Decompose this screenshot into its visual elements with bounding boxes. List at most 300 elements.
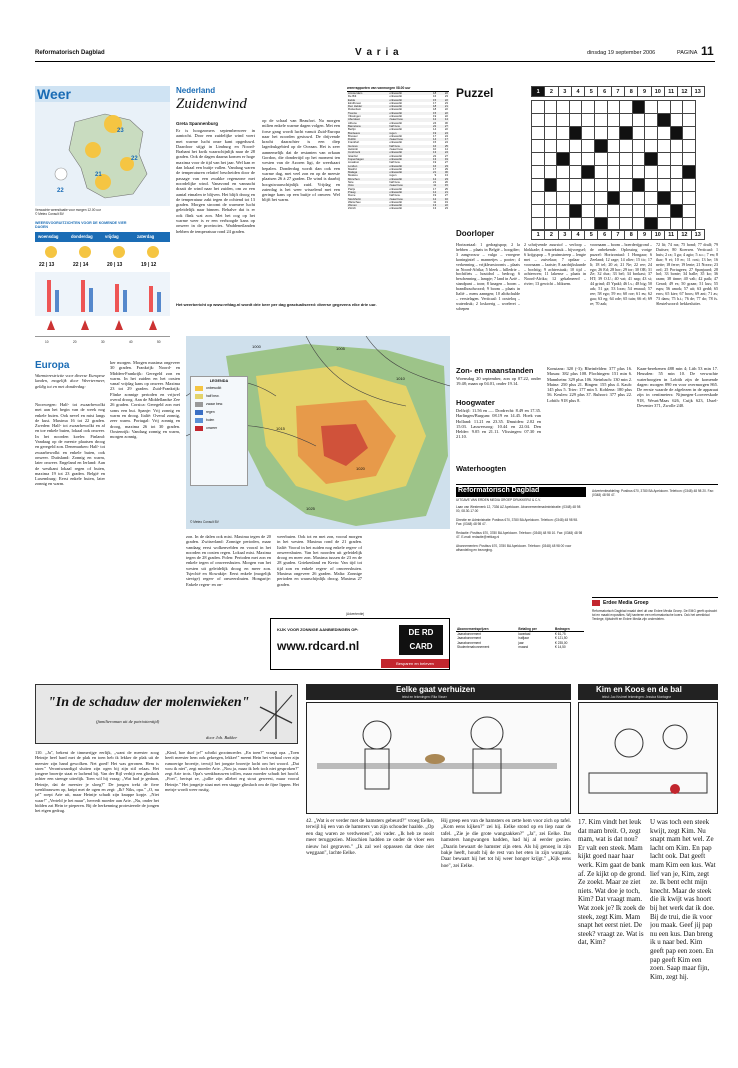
- puzzle-cell[interactable]: [594, 205, 607, 218]
- weather-report-cell: 14: [444, 147, 448, 152]
- kim-header: [578, 684, 718, 700]
- rates-cell: Bedragen: [554, 627, 584, 632]
- puzzle-cell[interactable]: [683, 166, 696, 179]
- legend-title: LEGENDA: [209, 379, 229, 383]
- weather-report-cell: onbewolkt: [389, 114, 402, 119]
- legend-item: [195, 410, 243, 415]
- weather-report-cell: 12: [433, 176, 437, 181]
- puzzle-cell[interactable]: [645, 114, 658, 127]
- puzzle-cell[interactable]: [532, 114, 545, 127]
- puzzle-cell[interactable]: [632, 101, 645, 114]
- puzzle-cell[interactable]: [594, 140, 607, 153]
- erdee-text: Reformatorisch Dagblad maakt deel uit van Erdee Media Groep. De EMG geeft opdracht tot en maakt exposities. Wij hanteren een reformatorische koers. Ook het weekblad Terdege, tijdschrift en Erdee Media zijn onderdelen.: [592, 609, 718, 621]
- weather-report-cell: 16: [433, 163, 437, 168]
- weather-report-cell: Berlijn: [348, 127, 356, 132]
- weather-report-cell: 14: [433, 127, 437, 132]
- puzzle-cell[interactable]: [557, 179, 570, 192]
- weather-report-cell: 15: [444, 183, 448, 188]
- puzzle-cell[interactable]: [632, 114, 645, 127]
- weather-report-cell: onbewolkt: [389, 199, 402, 204]
- weather-report-cell: 25: [444, 143, 448, 148]
- legend-item: [195, 394, 243, 399]
- rates-cell: Studentenabonnement: [457, 644, 490, 649]
- puzzle-cell[interactable]: [620, 114, 633, 127]
- nederland-kicker: Nederland: [176, 86, 216, 95]
- puzzle-cell[interactable]: [594, 192, 607, 205]
- puzzle-cell[interactable]: [569, 127, 582, 140]
- puzzle-number-cell: 11: [664, 230, 677, 240]
- puzzle-cell[interactable]: [657, 166, 670, 179]
- europe-col1: Noorwegen: Half- tot zwaarbewolkt met aan het begin van de week nog enkele buien. Ook nevel en mist langs de kust. Maxima 16 tot 22 graden. Zweden: Half- tot zwaarbewolkt en af en toe enkele buien, lokaal ook onweer. In het noorden koeler. Finland: Vandaag op de meeste plaatsen droog en geregeld zon. Denemarken: Half- tot zwaarbewolkt en enkele buien, ook onweer. Duitsland: Zonnig en warm, later onweer. Engeland en Ierland: Aan de westkant lokaal regen of buien, maxima 19 tot 23 graden. België en Luxemburg: Eerst enkele buien, later zonnig en warm.: [35, 402, 105, 487]
- puzzle-cell[interactable]: [569, 114, 582, 127]
- weather-report-cell: half bew.: [389, 180, 401, 185]
- weather-report-cell: 15: [433, 110, 437, 115]
- weather-report-cell: 11: [433, 183, 437, 188]
- puzzle-cell[interactable]: [645, 166, 658, 179]
- weather-report-cell: zwaar bew.: [389, 196, 404, 201]
- legend-swatch-icon: [195, 410, 203, 415]
- puzzle-cell[interactable]: [620, 192, 633, 205]
- sun-icon: [85, 142, 101, 158]
- puzzle-cell[interactable]: [632, 179, 645, 192]
- puzzle-cell[interactable]: [544, 127, 557, 140]
- scale-5: 50: [157, 340, 161, 344]
- puzzle-cell[interactable]: [645, 205, 658, 218]
- puzzle-cell[interactable]: [532, 140, 545, 153]
- forecast-days: [35, 232, 170, 242]
- europe-col3: zon. In de dalen ook mist. Maxima tegen de 20 graden. Zwitserland: Zonnige perioden, maar vandaag eerst wolkenvelden en vooral in het noorden en oosten regen. Lokaal mist. Maxima tegen de 28 graden. Polen: Perioden met zon en enkele tegen of onweersbuien. Morgen van het westen uit geleidelijk droog en meer zon. Tsjechië en Slowakije: Eerst enkele (mogelijk stevige) regen- of onweersbuien. Hongarije: Enkele regen- en on-: [186, 534, 271, 587]
- weather-report-cell: onbewolkt: [389, 127, 402, 132]
- puzzle-cell[interactable]: [532, 127, 545, 140]
- pressure-5: 1020: [356, 466, 365, 471]
- puzzle-number-cell: 13: [691, 230, 704, 240]
- weather-report-cell: Zürich: [348, 206, 356, 211]
- weather-report-cell: Twente: [348, 110, 358, 115]
- puzzle-number-cell: 12: [678, 230, 691, 240]
- puzzle-cell[interactable]: [632, 127, 645, 140]
- weather-report-cell: onbewolkt: [389, 120, 402, 125]
- map-temp-1: 23: [117, 128, 124, 134]
- weather-report-cell: Aberdeen: [348, 117, 361, 122]
- weather-report-cell: onbewolkt: [389, 153, 402, 158]
- sun-icon: [113, 246, 125, 258]
- weather-report-cell: 21: [433, 180, 437, 185]
- weather-title: Weer: [37, 86, 71, 102]
- eelke-author: tekst en tekeningen: Rita Visser: [402, 695, 447, 699]
- puzzle-cell[interactable]: [532, 205, 545, 218]
- eelke-header: [306, 684, 571, 700]
- weather-report-cell: Londen: [348, 163, 358, 168]
- eelke-illustration: [306, 702, 571, 814]
- rates-cell: Betaling per: [517, 627, 554, 632]
- weather-report-cell: onbewolkt: [389, 107, 402, 112]
- puzzle-cell[interactable]: [645, 179, 658, 192]
- weather-report-cell: 16: [433, 143, 437, 148]
- puzzle-cell[interactable]: [607, 140, 620, 153]
- puzzle-cell[interactable]: [683, 101, 696, 114]
- puzzle-cell[interactable]: [544, 153, 557, 166]
- puzzle-cell[interactable]: [683, 179, 696, 192]
- puzzle-cell[interactable]: [569, 140, 582, 153]
- puzzle-cell[interactable]: [620, 166, 633, 179]
- weather-report-cell: 19: [433, 114, 437, 119]
- puzzle-cell[interactable]: [557, 166, 570, 179]
- puzzle-cell[interactable]: [594, 153, 607, 166]
- puzzle-cell[interactable]: [544, 101, 557, 114]
- map-temp-2: 22: [131, 156, 138, 162]
- puzzle-cell[interactable]: [582, 179, 595, 192]
- europe-col2: ker morgen. Morgen maxima ongeveer 30 graden. Frankrijk: Noord- en Midden-Frankrijk: Geregeld zon en warm. In het zuiden en het oosten vanaf vrijdag kans op onweer. Maxima 23 tot 29 graden. Zuid-Frankrijk: Flinke zonnige perioden en vrijwel overal droog. Aan de Middellandse Zee 26 graden. Corsica: Geregeld zon met soms een bui. Spanje: Vrij zonnig en warm en droog. Italië: Overal zonnig, zeer warm. Portugal: Vrij zonnig en droog, maxima 26 tot 30 graden. Oostenrijk: Vandaag zonnig en warm, morgen zonnig.: [110, 360, 180, 440]
- weather-report-cell: 22: [433, 123, 437, 128]
- puzzle-cell[interactable]: [582, 127, 595, 140]
- puzzle-cell[interactable]: [607, 205, 620, 218]
- weather-report-cell: 14: [444, 117, 448, 122]
- weather-report-cell: 30: [444, 120, 448, 125]
- weather-report-cell: onbewolkt: [389, 110, 402, 115]
- weather-report-cell: Parijs: [348, 186, 355, 191]
- puzzle-cell[interactable]: [620, 127, 633, 140]
- weather-map-credit: © Meteo Consult BV: [35, 212, 64, 216]
- weather-report-cell: 22: [444, 91, 448, 95]
- puzzle-cell[interactable]: [632, 153, 645, 166]
- puzzle-cell[interactable]: [645, 127, 658, 140]
- weather-report-cell: Kopenhagen: [348, 156, 364, 161]
- puzzle-cell[interactable]: [670, 179, 683, 192]
- cloud-icon: [55, 168, 67, 180]
- puzzle-number-cell: 10: [651, 87, 664, 97]
- puzzle-cell[interactable]: [569, 153, 582, 166]
- puzzle-cell[interactable]: [683, 205, 696, 218]
- forecast-temps: [35, 262, 170, 270]
- weather-report-cell: Eindhoven: [348, 100, 362, 105]
- puzzle-cell[interactable]: [532, 192, 545, 205]
- weather-report-cell: 23: [444, 94, 448, 99]
- puzzle-cell[interactable]: [670, 153, 683, 166]
- weather-report-cell: regen: [389, 130, 397, 135]
- weather-report-cell: Lissabon: [348, 160, 360, 165]
- europe-map-credit: © Meteo Consult BV: [190, 520, 219, 524]
- weather-report-cell: Rome: [348, 193, 356, 198]
- puzzle-number-cell: 8: [625, 230, 638, 240]
- puzzle-cell[interactable]: [632, 140, 645, 153]
- puzzle-cell[interactable]: [607, 114, 620, 127]
- rates-row: [456, 636, 584, 640]
- puzzle-cell[interactable]: [607, 153, 620, 166]
- weather-report-cell: 19: [444, 199, 448, 204]
- legend-label: onbewolkt: [206, 386, 222, 390]
- puzzle-cell[interactable]: [532, 166, 545, 179]
- puzzle-cell[interactable]: [582, 153, 595, 166]
- puzzle-cell[interactable]: [594, 114, 607, 127]
- colofon-block: Laan van Westenenk 12, 7336 AZ Apeldoorn. Abonnementenadministratie: (0348) 48 98 00, 08.30-17.00: [456, 505, 581, 513]
- weather-report-cell: 12: [433, 117, 437, 122]
- day-3: vrijdag: [105, 234, 119, 239]
- weather-report-cell: 24: [433, 120, 437, 125]
- weather-report-cell: Oslo: [348, 183, 354, 188]
- puzzle-cell[interactable]: [657, 192, 670, 205]
- puzzle-cell[interactable]: [657, 179, 670, 192]
- puzzle-cell[interactable]: [557, 153, 570, 166]
- puzzle-cell[interactable]: [594, 166, 607, 179]
- puzzle-cell[interactable]: [594, 101, 607, 114]
- weather-report-cell: 11: [433, 199, 437, 204]
- weather-report-cell: 15: [433, 140, 437, 145]
- hamster-icon: [425, 754, 445, 764]
- puzzle-cell[interactable]: [645, 153, 658, 166]
- scale-3: 30: [101, 340, 105, 344]
- ad-label: (Advertentie): [346, 612, 365, 616]
- puzzle-clues-1: Horizontaal: 1 gedragtspop; 2 la hebben ... plaats in België – hoogdier; 3 zangvrouw – vulgo – vroegere koningintel – mannetjes – pooier; 4 verkenning – vrijkleurstoornis – plaats in Noord-Afrika; 5 bleek – hilledrie – bochtfiets – houtdrol – bedrog; 6 beschenning – lampje; 7 land in Azië – standpunt – toon; 8 knagen – boom – brandhoudwoord; 9 boom – plaats in Italië – mens aanngen; 10 altdschulde – verstelagen. Verticaal: 1 oosteloq – waterdruk; 2 loskoerig – woelerei – schepen: [456, 243, 520, 311]
- puzzle-cell[interactable]: [557, 114, 570, 127]
- wind-arrow-icon: [81, 320, 89, 330]
- weather-report-cell: 21: [433, 170, 437, 175]
- puzzle-cell[interactable]: [657, 114, 670, 127]
- puzzle-cell[interactable]: [569, 205, 582, 218]
- puzzle-cell[interactable]: [569, 166, 582, 179]
- europe-map: [186, 336, 450, 529]
- colofon-block: Redactie: Postbus 670, 3780 BA Apeldoorn. Telefoon: (0348) 48 98 10. Fax: (0348) 48 98 47. E-mail: redactie@refdag.nl: [456, 531, 583, 539]
- puzzle-cell[interactable]: [620, 140, 633, 153]
- puzzle-cell[interactable]: [557, 140, 570, 153]
- puzzle-cell[interactable]: [569, 179, 582, 192]
- puzzle-cell[interactable]: [532, 153, 545, 166]
- weather-report-cell: Bordeaux: [348, 130, 360, 135]
- hoogwater-text: Delfzijl: 11.56 en —. Dordrecht: 8.49 en 17.35. Harlingen/Burgum: 08.19 en 14.45. Hoek van Holland: 11.21 en 23.35. IJmuiden: 2.02 en 15.03. Lauwersoog: 10.44 en 22.04. Den Helder: 9.05 en 21.11. Vlissingen: 07.30 en 21.10.: [456, 408, 541, 440]
- puzzle-cell[interactable]: [582, 166, 595, 179]
- weather-report-cell: Istanbul: [348, 153, 358, 158]
- solution-row: [531, 229, 705, 240]
- nederland-col2: op de schaal van Beaufort. Na morgen milien enkele warme dagen volgen. Met een forse gang wordt lucht vanuit Zuid-Europa naar het noorden gestuwd. De drijvende kracht daarachter is een diep lagedrukgebied op de Oceaan. Het is zeer aannemelijk dat de restanten van orkaan Gordon, die dondertijd op het moment ten westen van de Azoren ligt, de weerkaart bepalen. Donderdag wordt dan ook een warme dag, met veel zon en op de meeste plaatsen 26 à 27 graden. De wind is daarbij hoogstwaarschijnlijk zuid. Vrijdag en zaterdag is het weer wisselend met een geringe kans op een buitje of onweer. Wel blijft het warm.: [262, 118, 340, 203]
- puzzle-cell[interactable]: [657, 127, 670, 140]
- puzzle-cell[interactable]: [594, 127, 607, 140]
- puzzle-cell[interactable]: [544, 205, 557, 218]
- weather-report-cell: half bew.: [389, 123, 401, 128]
- rates-cell: € 14,50: [555, 644, 566, 649]
- colofon-blocks: [456, 505, 584, 625]
- weather-report-cell: Brussel: [348, 133, 358, 138]
- legend-swatch-icon: [195, 402, 203, 407]
- waterhoogten-title: Waterhoogten: [456, 464, 507, 473]
- legend-label: half bew.: [206, 394, 220, 398]
- legend-items: [191, 386, 247, 431]
- temp-2: 22 | 14: [73, 262, 89, 268]
- puzzle-cell[interactable]: [657, 205, 670, 218]
- netherlands-map: [35, 102, 170, 206]
- weather-report-cell: zwaar bew.: [389, 183, 404, 188]
- puzzle-cell[interactable]: [670, 205, 683, 218]
- puzzle-cell[interactable]: [670, 127, 683, 140]
- weather-report-cell: 13: [433, 156, 437, 161]
- puzzle-cell[interactable]: [670, 166, 683, 179]
- waterhoogten-extra: Kaan-berekenen 488 min 4; Lith 53 min 17. Heusden: 55 min 10. De verwachte waterhoogten in Lobith zijn de komende dagen: morgen 890 en voor overmorgen 865. De eerste waarde de afgelezen in de apparaat zijn in centimeters: Nijmegen-Looveeskade 918, Weurt/Maas 626, Cuijk 623, IJssel-Deventer 371, Zwolle 240.: [637, 366, 718, 409]
- weather-report-cell: Frankfurt: [348, 140, 360, 145]
- puzzle-number-cell: 3: [558, 230, 571, 240]
- day-1: woensdag: [38, 234, 59, 239]
- puzzle-cell[interactable]: [532, 179, 545, 192]
- colofon-subtitle: UITGAVE VAN ERDEN MEDIA GROEP DRUKKERIJ & C.V.: [456, 498, 541, 502]
- puzzle-cell[interactable]: [582, 101, 595, 114]
- puzzle-number-cell: 3: [558, 87, 571, 97]
- legend-swatch-icon: [195, 426, 203, 431]
- puzzle-cell[interactable]: [544, 192, 557, 205]
- puzzle-cell[interactable]: [620, 101, 633, 114]
- puzzle-cell[interactable]: [620, 153, 633, 166]
- legend-swatch-icon: [195, 418, 203, 423]
- puzzle-cell[interactable]: [620, 205, 633, 218]
- puzzle-cell[interactable]: [670, 140, 683, 153]
- rates-cell: Abonnementsprijzen: [456, 627, 517, 632]
- puzzle-number-cell: 5: [585, 230, 598, 240]
- legend-label: buien: [206, 418, 215, 422]
- weather-report-table: [347, 92, 449, 211]
- puzzle-cell[interactable]: [582, 140, 595, 153]
- weather-report-cell: 18: [433, 91, 437, 95]
- weather-report-cell: zwaar bew.: [389, 147, 404, 152]
- puzzle-cell[interactable]: [632, 166, 645, 179]
- colofon-title: Reformatorisch Dagblad: [456, 487, 586, 497]
- kim-author: tekst: Jac Kruimel tekeningen: Jessica Montagne: [602, 695, 672, 699]
- rates-cell: Jaarabonnement: [457, 636, 481, 641]
- weather-report-cell: Madrid: [348, 166, 357, 171]
- puzzle-cell[interactable]: [607, 179, 620, 192]
- weather-report-cell: 17: [433, 100, 437, 105]
- puzzle-cell[interactable]: [557, 101, 570, 114]
- kim-col1: 17. Kim vindt het leuk dat mam breit. O, zegt mam, wat is dat nou? Er valt een steek. Mam kijkt goed naar haar werk. Kim gaat de bank af. Ze kijkt op de grond. Ze zoekt. Maar ze ziet niets. Wat doe je toch, Kim? Dat vraagt mam. Wat zoek je? Ik zoek de steek, zegt Kim. Mam snapt het eerst niet. De steek? vraagt ze. Wat is dat, Kim?: [578, 818, 646, 947]
- weather-report-cell: De Bilt: [348, 94, 357, 99]
- puzzle-cell[interactable]: [657, 153, 670, 166]
- weather-report-cell: onbewolkt: [389, 140, 402, 145]
- weather-report-cell: 21: [444, 104, 448, 109]
- scale-4: 40: [129, 340, 133, 344]
- weather-report-cell: Amsterdam: [348, 91, 363, 95]
- weather-report-cell: 26: [444, 180, 448, 185]
- puzzle-cell[interactable]: [632, 205, 645, 218]
- puzzle-cell[interactable]: [582, 205, 595, 218]
- colofon-block: Directie en Administratie: Postbus 670, 3780 BA Apeldoorn. Telefoon: (0348) 48 98 98. Fax: (0348) 48 98 47.: [456, 518, 578, 526]
- puzzle-cell[interactable]: [645, 101, 658, 114]
- temp-3: 20 | 13: [107, 262, 123, 268]
- puzzle-cell[interactable]: [544, 179, 557, 192]
- nederland-byline: Greta Spannenburg: [176, 121, 219, 126]
- puzzle-cell[interactable]: [594, 179, 607, 192]
- legend-item: [195, 402, 243, 407]
- molenwieken-col1: 110. „Ja", bekent de timmerijge eerlijk, „want de meester zoog Heintje heel hard met de plak en toen heb ik lekker de plak uit de meester zijn hand gewolken. Net goed! Het was geronen. Hem is stoer." Verontwaardigd sluiten zijn ogen bij zijn stil relaas. Het jongere broertje staat er lachend bij. Van der Bijl verbijt een glimlach achter een strenge uiterlijk. Toen wil hij vraag: „Wat had je gedaan, Heintje, dat de meester je sloeg?" De jongen trekt de fiere wenkbrauwen op, knipt met de ogen en zegt: „Ik? Niks, opa." „O, nu ja!" roept Arie uit, maar Heintje schudt zijn knappe kopje. „Niet waar!" „Verteld je het maar", hervedt moeder aan Arie. „Nu, onder het bidden zat Hein te pieperen. Bij de herkenning protesteerde de jongen het eigen gedrag.: [35, 750, 159, 814]
- puzzle-cell[interactable]: [607, 192, 620, 205]
- map-temp-3: 21: [95, 172, 102, 178]
- puzzle-cell[interactable]: [557, 127, 570, 140]
- puzzle-cell[interactable]: [683, 140, 696, 153]
- temp-4: 19 | 12: [141, 262, 157, 268]
- hoogwater-title: Hoogwater: [456, 398, 495, 407]
- kim-col2: U was toch een steek kwijt, zegt Kim. Nu snapt mam het wel. Ze lacht om Kim. En pap lacht ook. Dat geeft mam Kim een kus. Wat lief van je, Kim, zegt ze. Ik bent echt mijn knecht. Maar de steek die ik kwijt was hoort bij het werk dat ik doe. Bij de trui, die ik voor jou maak. Geef jij pap nu een kus. Dan breng ik u naar bed. Kim geeft pap een zoen. En pap geeft Kim een zoen. Saap maar fijn, Kim, zegt hij.: [650, 818, 716, 981]
- rdcard-ad[interactable]: [270, 618, 450, 670]
- puzzle-cell[interactable]: [544, 140, 557, 153]
- puzzle-cell[interactable]: [620, 179, 633, 192]
- puzzle-cell[interactable]: [582, 114, 595, 127]
- ad-text: KIJK VOOR ZONNIGE AANBIEDINGEN OP:: [277, 627, 359, 632]
- day-2: donderdag: [71, 234, 93, 239]
- weather-report-cell: Moskou: [348, 173, 358, 178]
- weather-report-cell: onbewolkt: [389, 133, 402, 138]
- puzzle-cell[interactable]: [670, 192, 683, 205]
- puzzle-clues-3: voornaam – boom – boerderijgrond – de onbekende. Oplossing vorige puzzel: Horizontaal: 1 Hongaar; 6 Zeeland; 12 rage; 14 olier; 15 tic; 17 li; 18 tel; 20 zi; 21 Ne; 22 ree; 24 ego; 26 Ed; 28 hor; 29 tor; 30 OR; 31 Ze; 32 dux; 33 bel; 34 brokast; 37 HT; 39 O.U.; 40 vat; 41 nap; 43 si; 44 grind; 45 Ypakl; 46 l.s.; 48 big; 50 ark; 51 ga; 53 loon; 54 emraal; 57 ree; 58 ego; 59 eo; 60 roe; 61 eu; 62 gaa; 63 eg; 64 ode; 65 tuin; 66 el; 69 re; 70 aak;: [590, 243, 652, 306]
- puzzle-cell[interactable]: [557, 205, 570, 218]
- puzzle-cell[interactable]: [607, 127, 620, 140]
- weather-report-cell: Eelde: [348, 97, 356, 102]
- puzzle-number-cell: 11: [664, 87, 677, 97]
- legend-swatch-icon: [195, 386, 203, 391]
- sun-icon: [147, 246, 159, 258]
- weather-report-cell: 19: [433, 193, 437, 198]
- weather-report-cell: 24: [444, 133, 448, 138]
- puzzle-cell[interactable]: [657, 101, 670, 114]
- weather-report-cell: Dublin: [348, 137, 356, 142]
- weather-report-cell: half bew.: [389, 160, 401, 165]
- puzzle-cell[interactable]: [670, 101, 683, 114]
- puzzle-number-cell: 1: [532, 230, 545, 240]
- weather-report-cell: 27: [444, 153, 448, 158]
- puzzle-number-cell: 9: [638, 230, 651, 240]
- puzzle-cell[interactable]: [544, 166, 557, 179]
- weather-report-cell: onbewolkt: [389, 203, 402, 208]
- puzzle-cell[interactable]: [645, 192, 658, 205]
- weather-report-cell: onbewolkt: [389, 189, 402, 194]
- puzzle-cell[interactable]: [582, 192, 595, 205]
- puzzle-cell[interactable]: [683, 114, 696, 127]
- puzzle-cell[interactable]: [532, 101, 545, 114]
- weather-report-cell: half bew.: [389, 143, 401, 148]
- puzzle-number-cell: 6: [598, 230, 611, 240]
- pressure-2: 1005: [336, 346, 345, 351]
- puzzle-cell[interactable]: [683, 153, 696, 166]
- weather-report-cell: 24: [444, 150, 448, 155]
- weather-report-cell: 17: [433, 166, 437, 171]
- kim-drawing: [579, 703, 717, 813]
- puzzle-cell[interactable]: [569, 192, 582, 205]
- puzzle-cell[interactable]: [607, 101, 620, 114]
- puzzle-cell[interactable]: [645, 140, 658, 153]
- wind-arrow-icon: [115, 320, 123, 330]
- sun-moon-title: Zon- en maanstanden: [456, 366, 534, 375]
- puzzle-cell[interactable]: [683, 127, 696, 140]
- puzzle-cell[interactable]: [632, 192, 645, 205]
- weather-report-cell: 22: [444, 107, 448, 112]
- puzzle-cell[interactable]: [569, 101, 582, 114]
- map-temp-4: 22: [57, 188, 64, 194]
- weather-report-cell: onbewolkt: [389, 206, 402, 211]
- weather-report-cell: onbewolkt: [389, 94, 402, 99]
- weather-report-cell: Helsinki: [348, 147, 358, 152]
- weather-report-cell: 10: [433, 147, 437, 152]
- puzzle-cell[interactable]: [557, 192, 570, 205]
- puzzle-cell[interactable]: [657, 140, 670, 153]
- weather-report-cell: 17: [444, 137, 448, 142]
- puzzle-clues-2: 2 schrijvende zuurstof – verloop – blokkade; 4 muziekstuk – bijvoegsel; 6 krijgspop – 9 pruimstreep – lengte met – zuivelaar; 7 opdaar – voornaam – laatste; 8 aardrijkskunde – bochtig; 9 achterstaak; 10 tijd – achterwen; 11 lakense – plaats in Noord-Afrika; 12 gekalmeerd – rivier; 13 gewicht – bliksem.: [524, 243, 586, 287]
- rates-table: [456, 627, 584, 649]
- puzzle-grid: [531, 100, 696, 231]
- puzzle-cell[interactable]: [544, 114, 557, 127]
- puzzle-cell[interactable]: [683, 192, 696, 205]
- weather-report-cell: zwaar bew.: [389, 137, 404, 142]
- puzzle-number-cell: 6: [598, 87, 611, 97]
- puzzle-cell[interactable]: [607, 166, 620, 179]
- puzzle-cell[interactable]: [670, 114, 683, 127]
- weather-scale: [35, 336, 170, 346]
- weather-report-cell: 22: [444, 97, 448, 102]
- weather-report-cell: 25: [444, 186, 448, 191]
- weather-report-cell: 15: [433, 97, 437, 102]
- ad-url: www.rdcard.nl: [277, 639, 360, 653]
